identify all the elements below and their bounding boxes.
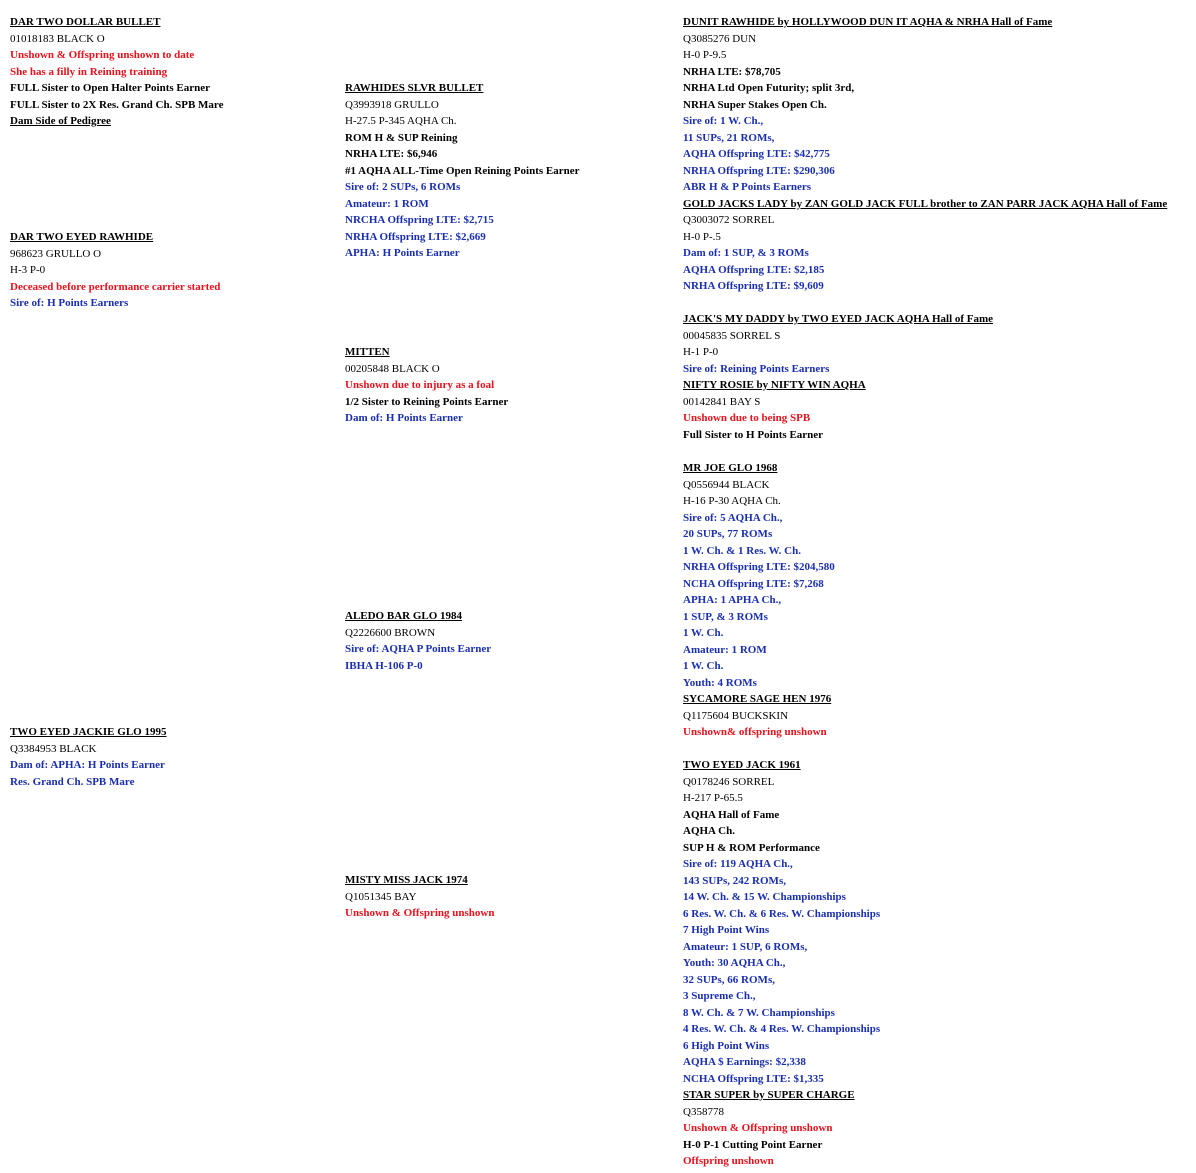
performance-record: NRHA Super Stakes Open Ch. xyxy=(683,98,827,111)
registration-line: H-3 P-0 xyxy=(10,264,46,276)
registration-line: 01018183 BLACK O xyxy=(10,32,105,45)
horse-name: TWO EYED JACK 1961 xyxy=(683,759,801,771)
offspring-record: 6 Res. W. Ch. & 6 Res. W. Championships xyxy=(683,907,881,920)
status-note: Unshown & Offspring unshown xyxy=(345,907,495,919)
registration-line: Q3003072 SORREL xyxy=(683,214,775,226)
offspring-record: 32 SUPs, 66 ROMs, xyxy=(683,973,775,986)
pedigree-block-jacks-my-daddy xyxy=(683,311,993,443)
offspring-record: 8 W. Ch. & 7 W. Championships xyxy=(683,1006,835,1019)
registration-line: H-27.5 P-345 AQHA Ch. xyxy=(345,115,457,127)
registration-line: 00142841 BAY S xyxy=(683,395,761,408)
registration-line: Q0178246 SORREL xyxy=(683,775,775,788)
offspring-record: NRHA Offspring LTE: $9,609 xyxy=(683,280,824,292)
offspring-record: NRHA Offspring LTE: $290,306 xyxy=(683,164,835,177)
horse-name: Dam Side of Pedigree xyxy=(10,115,111,127)
pedigree-block-mitten xyxy=(345,344,508,427)
offspring-record: Sire of: AQHA P Points Earner xyxy=(345,643,492,655)
offspring-record: Amateur: 1 ROM xyxy=(683,643,767,656)
horse-name: DAR TWO DOLLAR BULLET xyxy=(10,16,161,28)
horse-name: MR JOE GLO 1968 xyxy=(683,462,778,474)
offspring-record: 1 SUP, & 3 ROMs xyxy=(683,610,768,623)
registration-line: Q358778 xyxy=(683,1105,724,1118)
offspring-record: ABR H & P Points Earners xyxy=(683,181,812,193)
horse-name: SYCAMORE SAGE HEN 1976 xyxy=(683,693,832,705)
offspring-record: Dam of: H Points Earner xyxy=(345,412,463,424)
performance-record: FULL Sister to Open Halter Points Earner xyxy=(10,82,211,94)
offspring-record: 1 W. Ch. & 1 Res. W. Ch. xyxy=(683,544,801,557)
offspring-record: NCHA Offspring LTE: $7,268 xyxy=(683,577,824,590)
registration-line: H-0 P-.5 xyxy=(683,230,721,243)
offspring-record: Sire of: Reining Points Earners xyxy=(683,362,830,375)
registration-line: 00045835 SORREL S xyxy=(683,329,781,342)
performance-record: 1/2 Sister to Reining Points Earner xyxy=(345,395,509,408)
offspring-record: NCHA Offspring LTE: $1,335 xyxy=(683,1072,824,1085)
offspring-record: Youth: 30 AQHA Ch., xyxy=(683,957,786,969)
registration-line: H-16 P-30 AQHA Ch. xyxy=(683,495,781,507)
horse-name: TWO EYED JACKIE GLO 1995 xyxy=(10,726,167,738)
status-note: Deceased before performance carrier started xyxy=(10,280,221,293)
horse-name: NIFTY ROSIE by NIFTY WIN AQHA xyxy=(683,379,866,391)
performance-record: H-0 P-1 Cutting Point Earner xyxy=(683,1138,823,1151)
offspring-record: 1 W. Ch. xyxy=(683,627,724,639)
registration-line: Q3993918 GRULLO xyxy=(345,98,439,111)
offspring-record: AQHA $ Earnings: $2,338 xyxy=(683,1056,806,1068)
performance-record: NRHA LTE: $78,705 xyxy=(683,65,781,78)
offspring-record: 4 Res. W. Ch. & 4 Res. W. Championships xyxy=(683,1023,881,1035)
registration-line: Q0556944 BLACK xyxy=(683,478,770,491)
performance-record: AQHA Hall of Fame xyxy=(683,808,780,821)
pedigree-block-aledo-bar-glo xyxy=(345,608,491,674)
performance-record: NRHA Ltd Open Futurity; split 3rd, xyxy=(683,82,855,94)
performance-record: NRHA LTE: $6,946 xyxy=(345,148,438,160)
registration-line: H-217 P-65.5 xyxy=(683,792,743,804)
status-note: Unshown due to injury as a foal xyxy=(345,379,495,391)
performance-record: FULL Sister to 2X Res. Grand Ch. SPB Mare xyxy=(10,98,224,111)
offspring-record: Youth: 4 ROMs xyxy=(683,676,757,689)
pedigree-block-misty-miss-jack xyxy=(345,872,494,922)
registration-line: 968623 GRULLO O xyxy=(10,247,102,260)
offspring-record: Sire of: 2 SUPs, 6 ROMs xyxy=(345,181,461,193)
horse-name: JACK'S MY DADDY by TWO EYED JACK AQHA Hall of Fame xyxy=(683,313,994,325)
offspring-record: Sire of: 1 W. Ch., xyxy=(683,115,764,127)
pedigree-block-rawhides-slvr-bullet xyxy=(345,80,580,262)
offspring-record: 20 SUPs, 77 ROMs xyxy=(683,528,773,540)
offspring-record: Amateur: 1 ROM xyxy=(345,197,429,210)
performance-record: Full Sister to H Points Earner xyxy=(683,428,824,441)
horse-name: DUNIT RAWHIDE by HOLLYWOOD DUN IT AQHA & NRHA Hall of Fame xyxy=(683,16,1053,28)
offspring-record: Sire of: 5 AQHA Ch., xyxy=(683,511,783,524)
performance-record: AQHA Ch. xyxy=(683,825,735,837)
status-note: She has a filly in Reining training xyxy=(10,65,168,78)
status-note: Unshown& offspring unshown xyxy=(683,726,827,738)
offspring-record: NRHA Offspring LTE: $2,669 xyxy=(345,230,486,243)
offspring-record: NRHA Offspring LTE: $204,580 xyxy=(683,561,835,573)
offspring-record: Sire of: 119 AQHA Ch., xyxy=(683,858,793,870)
offspring-record: Amateur: 1 SUP, 6 ROMs, xyxy=(683,940,808,953)
pedigree-block-dar-two-dollar-bullet xyxy=(10,14,224,130)
offspring-record: IBHA H-106 P-0 xyxy=(345,659,423,672)
status-note: Unshown due to being SPB xyxy=(683,412,811,424)
offspring-record: Sire of: H Points Earners xyxy=(10,297,129,309)
status-note: Offspring unshown xyxy=(683,1155,774,1167)
offspring-record: 6 High Point Wins xyxy=(683,1039,770,1052)
offspring-record: 143 SUPs, 242 ROMs, xyxy=(683,874,786,887)
registration-line: Q2226600 BROWN xyxy=(345,626,436,639)
pedigree-block-two-eyed-jack xyxy=(683,757,880,1170)
performance-record: SUP H & ROM Performance xyxy=(683,841,820,854)
horse-name: DAR TWO EYED RAWHIDE xyxy=(10,231,154,243)
offspring-record: 11 SUPs, 21 ROMs, xyxy=(683,131,775,144)
horse-name: STAR SUPER by SUPER CHARGE xyxy=(683,1089,855,1101)
registration-line: H-1 P-0 xyxy=(683,346,719,358)
registration-line: 00205848 BLACK O xyxy=(345,362,440,375)
registration-line: H-0 P-9.5 xyxy=(683,49,727,61)
offspring-record: AQHA Offspring LTE: $2,185 xyxy=(683,263,825,276)
pedigree-block-two-eyed-jackie-glo xyxy=(10,724,166,790)
pedigree-block-dar-two-eyed-rawhide xyxy=(10,229,220,312)
pedigree-block-dunit-rawhide xyxy=(683,14,1167,295)
registration-line: Q1175604 BUCKSKIN xyxy=(683,709,789,722)
offspring-record: 1 W. Ch. xyxy=(683,660,724,672)
registration-line: Q3085276 DUN xyxy=(683,32,757,45)
offspring-record: Dam of: APHA: H Points Earner xyxy=(10,759,165,771)
offspring-record: 7 High Point Wins xyxy=(683,924,770,936)
offspring-record: APHA: H Points Earner xyxy=(345,247,460,259)
offspring-record: NRCHA Offspring LTE: $2,715 xyxy=(345,214,494,226)
horse-name: RAWHIDES SLVR BULLET xyxy=(345,82,484,94)
horse-name: MITTEN xyxy=(345,346,390,358)
status-note: Unshown & Offspring unshown xyxy=(683,1122,833,1134)
offspring-record: 14 W. Ch. & 15 W. Championships xyxy=(683,891,846,903)
offspring-record: AQHA Offspring LTE: $42,775 xyxy=(683,148,830,160)
registration-line: Q1051345 BAY xyxy=(345,890,417,903)
status-note: Unshown & Offspring unshown to date xyxy=(10,49,195,61)
horse-name: MISTY MISS JACK 1974 xyxy=(345,874,468,886)
performance-record: #1 AQHA ALL-Time Open Reining Points Earner xyxy=(345,164,580,177)
offspring-record: 3 Supreme Ch., xyxy=(683,990,756,1002)
offspring-record: Dam of: 1 SUP, & 3 ROMs xyxy=(683,247,809,259)
horse-name: ALEDO BAR GLO 1984 xyxy=(345,610,463,622)
registration-line: Q3384953 BLACK xyxy=(10,742,97,755)
pedigree-block-mr-joe-glo xyxy=(683,460,835,741)
horse-name: GOLD JACKS LADY by ZAN GOLD JACK FULL brother to ZAN PARR JACK AQHA Hall of Fame xyxy=(683,197,1168,210)
performance-record: ROM H & SUP Reining xyxy=(345,131,458,144)
offspring-record: Res. Grand Ch. SPB Mare xyxy=(10,775,135,788)
offspring-record: APHA: 1 APHA Ch., xyxy=(683,594,782,606)
